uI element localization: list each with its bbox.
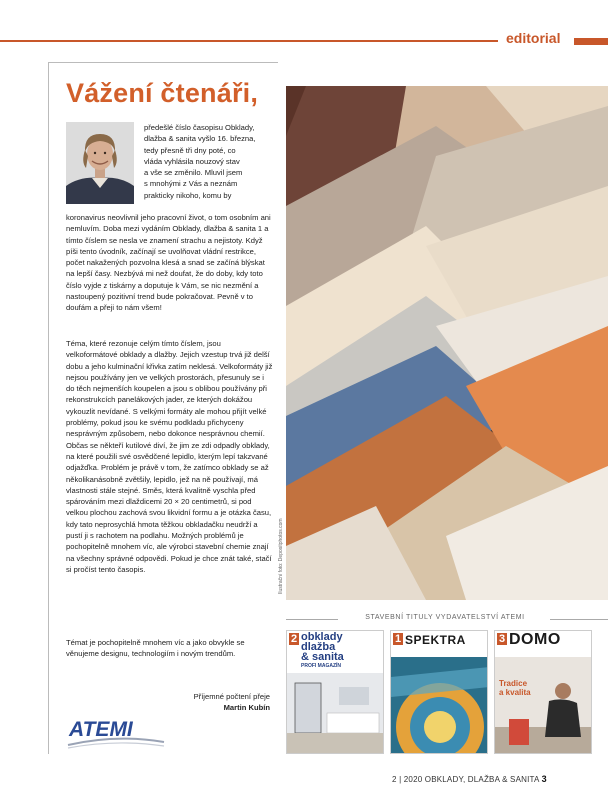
cover-line: a kvalita <box>499 688 531 697</box>
intro-paragraph: koronavirus neovlivnil jeho pracovní život, o tom osobním ani nemluvím. Doba mezi vydáním Obklady, dlažba & sanita 1 a tímto číslem se nesla ve znamení strachu a nejistoty. Když píši tento úvodník, začínají se uvolňovat vládní restrikce, počet nakažených pozvolna klesá a snad se začíná blýskat na lepší časy. Nezbývá mi než doufat, že do doby, kdy toto číslo vyjde z tiskárny a doputuje k Vám, se nic nezmění a nastoupený pozitivní trend bude pokračovat. Pevně v to doufám a přeji to nám všem! <box>66 213 271 313</box>
cover-headline <box>499 679 531 697</box>
page-folio <box>392 774 547 784</box>
page-title: Vážení čtenáři, <box>66 78 259 108</box>
closing-greeting: Příjemné počtení přeje <box>193 692 270 701</box>
page-number: 3 <box>541 774 547 784</box>
magazine-subtitle: PROFI MAGAZÍN <box>301 663 341 669</box>
magazines-heading-label: STAVEBNÍ TITULY VYDAVATELSTVÍ ATEMI <box>365 614 525 621</box>
mosaic-cover-image <box>391 657 488 754</box>
text-line: s mnohými z Vás a neznám <box>144 179 238 189</box>
column-frame-left <box>48 62 49 754</box>
cover-line: Tradice <box>499 679 528 688</box>
magazine-cover-obklady[interactable] <box>286 630 384 754</box>
author-signature: Martin Kubín <box>223 703 270 712</box>
intro-wrapped-text <box>144 122 274 201</box>
title-line: & sanita <box>301 651 344 663</box>
text-line: vláda vyhlásila nouzový stav <box>144 156 240 166</box>
magazine-title: SPEKTRA <box>405 633 466 647</box>
issue-number: 2 <box>291 633 298 645</box>
photo-credit: Ilustrační foto: Depositphotos.com <box>278 518 284 594</box>
heading-rule-right <box>550 619 608 620</box>
title-line: obklady <box>301 631 343 643</box>
title-line: dlažba <box>301 641 336 653</box>
text-line: tedy přesně tři dny poté, co <box>144 145 236 155</box>
worker-cover-image <box>495 657 592 754</box>
issue-info: 2 | 2020 OBKLADY, DLAŽBA & SANITA <box>392 775 540 784</box>
tiles-photo <box>286 86 608 600</box>
magazine-title: DOMO <box>509 631 561 648</box>
magazines-heading <box>286 614 608 626</box>
text-line: předešlé číslo časopisu Obklady, <box>144 123 255 132</box>
heading-rule-left <box>286 619 338 620</box>
topics-paragraph: Témat je pochopitelně mnohem víc a jako obvykle se věnujeme designu, technologiím i novým trendům. <box>66 638 245 659</box>
column-frame-top <box>48 62 278 63</box>
theme-paragraph: Téma, které rezonuje celým tímto číslem, jsou velkoformátové obklady a dlažby. Jejich vzestup trvá již delší dobu a jeho kulminační křivka zatím neklesá. Velkoformáty již nejsou používány jen ve velkých prostorách, přesunuly se i do těch nejmenších koupelen a jsou s oblibou používány při rekonstrukcích panelákových jader, ze kterých dokážou vykouzlit nevídané. S velkými formáty ale mohou přijít velké problémy, pokud jsou ke svému podkladu přichyceny nesprávným způsobem, nebo dokonce nesprávnou chemií. Občas se někteří kutilové diví, že jim ze zdi odpadly obklady, na které použili své osvědčené lepidlo, kterým lepí takzvané odjažďka. Problém je právě v tom, že zatímco obklady se až několikanásobně zvětšily, lepidlo, jež na ně používají, má vlastnosti stále stejné. Směs, která kvalitně vyschla před spárováním mezi dlaždicemi 20 × 20 centimetrů, si pod velkou plochou zachová svou likvidní formu a je otázka času, kdy tato neprosychlá hmota těžkou obkladačku neudrží a pustí ji s rachotem na podlahu. Možných problémů je pochopitelně mnohem víc, ale výrobci stavební chemie znají na všechny správné odpovědi. Pokud je chce znát také, stačí si pročíst tento časopis. <box>66 339 273 574</box>
author-portrait <box>66 122 134 204</box>
svg-text:ATEMI: ATEMI <box>69 718 133 741</box>
text-line: dlažba & sanita vyšlo 16. března, <box>144 134 256 144</box>
header-rule <box>0 40 498 42</box>
bathroom-cover-image <box>287 673 384 754</box>
section-tag: editorial <box>506 30 561 46</box>
issue-number: 3 <box>499 633 506 645</box>
magazine-title <box>301 632 384 662</box>
issue-number: 1 <box>395 633 402 645</box>
magazine-cover-domo[interactable] <box>494 630 592 754</box>
atemi-logo <box>66 712 166 750</box>
magazine-cover-spektra[interactable] <box>390 630 488 754</box>
section-tag-bar <box>574 38 608 45</box>
text-line: prakticky nikoho, komu by <box>144 190 232 200</box>
text-line: a vše se změnilo. Mluvil jsem <box>144 168 243 178</box>
closing-block <box>120 691 270 713</box>
